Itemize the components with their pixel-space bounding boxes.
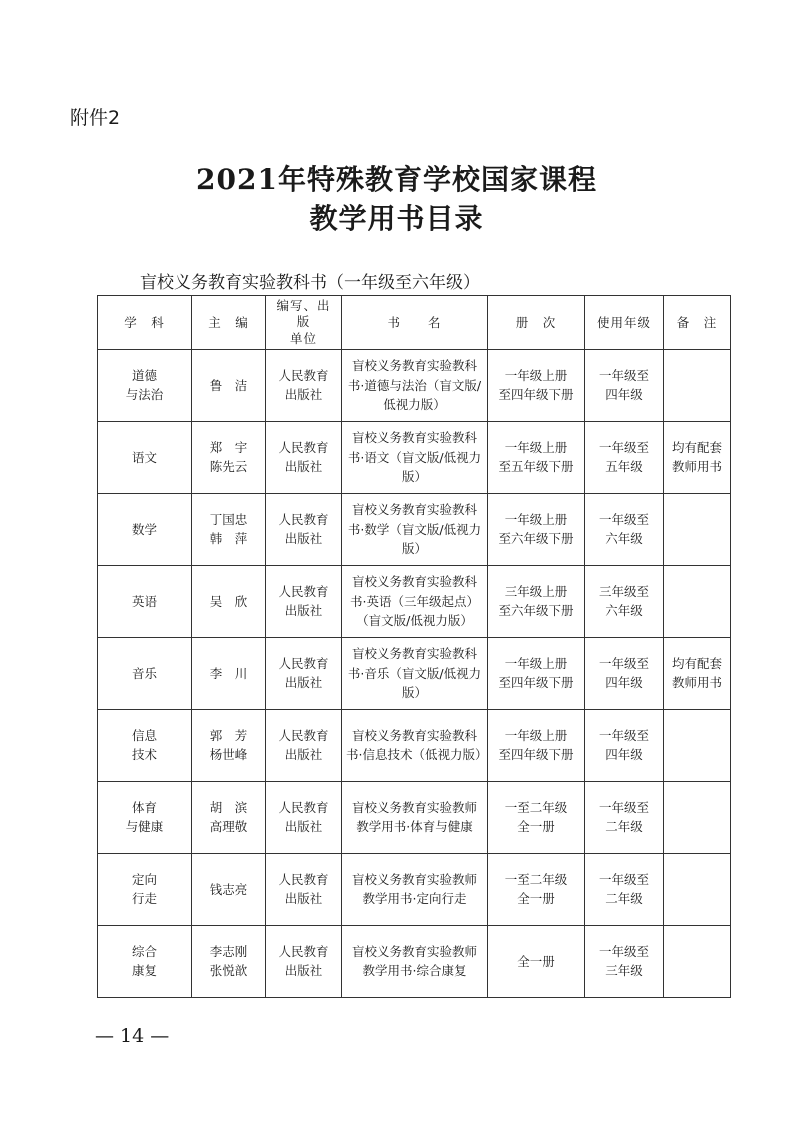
cell-note [664, 493, 731, 565]
cell-grades: 一年级至 五年级 [585, 421, 664, 493]
cell-grades: 三年级至 六年级 [585, 565, 664, 637]
section-title: 盲校义务教育实验教科书（一年级至六年级） [140, 273, 480, 293]
cell-note: 均有配套 教师用书 [664, 637, 731, 709]
header-notes: 备 注 [664, 296, 731, 350]
cell-grades: 一年级至 四年级 [585, 637, 664, 709]
cell-volumes: 一年级上册 至四年级下册 [488, 709, 585, 781]
table-row [98, 565, 731, 637]
cell-subject: 信息 技术 [98, 709, 192, 781]
cell-book-name: 盲校义务教育实验教科书·信息技术（低视力版） [342, 709, 488, 781]
cell-subject: 综合 康复 [98, 925, 192, 997]
cell-volumes: 全一册 [488, 925, 585, 997]
cell-publisher: 人民教育 出版社 [266, 565, 342, 637]
cell-note [664, 925, 731, 997]
page-number: — 14 — [95, 1025, 170, 1047]
header-editor: 主 编 [192, 296, 266, 350]
cell-editor: 丁国忠 韩 萍 [192, 493, 266, 565]
cell-volumes: 一至二年级 全一册 [488, 853, 585, 925]
cell-grades: 一年级至 二年级 [585, 853, 664, 925]
document-title-line-1: 2021年特殊教育学校国家课程 [196, 163, 597, 196]
cell-subject: 英语 [98, 565, 192, 637]
cell-book-name: 盲校义务教育实验教科书·数学（盲文版/低视力版） [342, 493, 488, 565]
cell-volumes: 三年级上册 至六年级下册 [488, 565, 585, 637]
cell-publisher: 人民教育 出版社 [266, 709, 342, 781]
header-volumes: 册 次 [488, 296, 585, 350]
table-row [98, 853, 731, 925]
cell-editor: 胡 滨 高理敬 [192, 781, 266, 853]
document-title-line-2: 教学用书目录 [309, 202, 484, 235]
cell-subject: 语文 [98, 421, 192, 493]
cell-publisher: 人民教育 出版社 [266, 349, 342, 421]
textbook-table [97, 295, 731, 998]
cell-publisher: 人民教育 出版社 [266, 493, 342, 565]
cell-subject: 音乐 [98, 637, 192, 709]
cell-grades: 一年级至 二年级 [585, 781, 664, 853]
cell-grades: 一年级至 四年级 [585, 709, 664, 781]
cell-publisher: 人民教育 出版社 [266, 925, 342, 997]
cell-book-name: 盲校义务教育实验教科书·语文（盲文版/低视力版） [342, 421, 488, 493]
cell-editor: 鲁 洁 [192, 349, 266, 421]
cell-book-name: 盲校义务教育实验教师教学用书·综合康复 [342, 925, 488, 997]
cell-publisher: 人民教育 出版社 [266, 781, 342, 853]
header-book-name: 书 名 [342, 296, 488, 350]
cell-editor: 郑 宇 陈先云 [192, 421, 266, 493]
header-publisher: 编写、出版 单位 [266, 296, 342, 350]
table-row [98, 781, 731, 853]
cell-grades: 一年级至 四年级 [585, 349, 664, 421]
table-header-row [98, 296, 731, 350]
cell-subject: 体育 与健康 [98, 781, 192, 853]
table-row [98, 637, 731, 709]
header-grades: 使用年级 [585, 296, 664, 350]
cell-volumes: 一年级上册 至四年级下册 [488, 637, 585, 709]
cell-note [664, 349, 731, 421]
cell-book-name: 盲校义务教育实验教科书·音乐（盲文版/低视力版） [342, 637, 488, 709]
cell-grades: 一年级至 六年级 [585, 493, 664, 565]
cell-note [664, 853, 731, 925]
cell-book-name: 盲校义务教育实验教师教学用书·定向行走 [342, 853, 488, 925]
cell-volumes: 一年级上册 至四年级下册 [488, 349, 585, 421]
cell-editor: 李志刚 张悦歆 [192, 925, 266, 997]
cell-publisher: 人民教育 出版社 [266, 421, 342, 493]
cell-volumes: 一年级上册 至五年级下册 [488, 421, 585, 493]
cell-editor: 郭 芳 杨世峰 [192, 709, 266, 781]
cell-grades: 一年级至 三年级 [585, 925, 664, 997]
cell-subject: 数学 [98, 493, 192, 565]
cell-publisher: 人民教育 出版社 [266, 637, 342, 709]
cell-note [664, 565, 731, 637]
table-row [98, 925, 731, 997]
cell-book-name: 盲校义务教育实验教科书·英语（三年级起点）（盲文版/低视力版） [342, 565, 488, 637]
cell-editor: 钱志亮 [192, 853, 266, 925]
table-row [98, 709, 731, 781]
table-row [98, 493, 731, 565]
cell-book-name: 盲校义务教育实验教师教学用书·体育与健康 [342, 781, 488, 853]
cell-note [664, 781, 731, 853]
cell-volumes: 一年级上册 至六年级下册 [488, 493, 585, 565]
cell-note: 均有配套 教师用书 [664, 421, 731, 493]
cell-subject: 道德 与法治 [98, 349, 192, 421]
cell-volumes: 一至二年级 全一册 [488, 781, 585, 853]
cell-note [664, 709, 731, 781]
table-row [98, 421, 731, 493]
cell-publisher: 人民教育 出版社 [266, 853, 342, 925]
cell-subject: 定向 行走 [98, 853, 192, 925]
cell-book-name: 盲校义务教育实验教科书·道德与法治（盲文版/低视力版） [342, 349, 488, 421]
attachment-label: 附件2 [70, 107, 121, 129]
table-row [98, 349, 731, 421]
cell-editor: 李 川 [192, 637, 266, 709]
header-subject: 学 科 [98, 296, 192, 350]
cell-editor: 吴 欣 [192, 565, 266, 637]
